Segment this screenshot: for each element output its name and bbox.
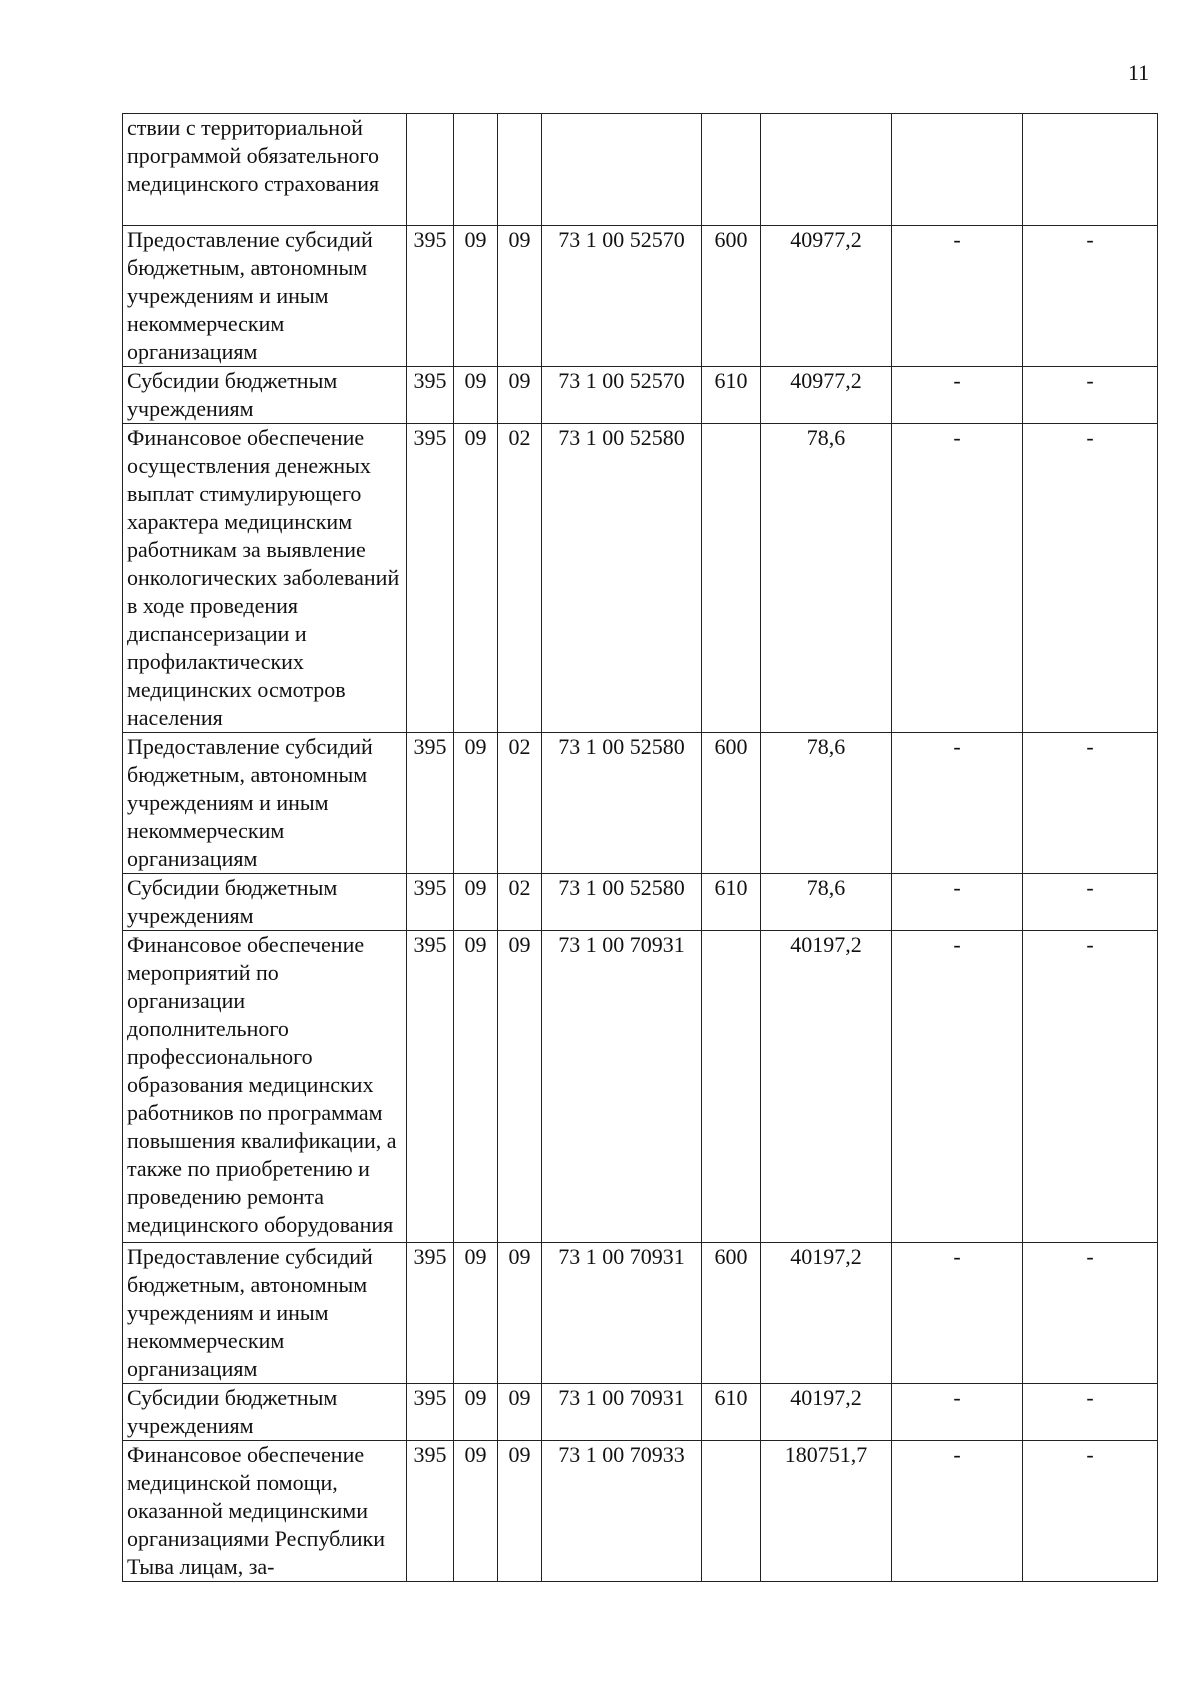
budget-table [122, 113, 1158, 1582]
cell-target-article: 73 1 00 52570 [542, 367, 702, 424]
cell-expense-type: 610 [702, 1384, 761, 1441]
cell-amount-current [761, 114, 892, 226]
cell-amount-current: 180751,7 [761, 1441, 892, 1582]
cell-ministry-code: 395 [407, 424, 454, 733]
cell-section-code: 09 [454, 1384, 498, 1441]
cell-name: Финансовое обеспечение мероприятий по организации дополнительного профессионального образования медицинских работников по программам повышения квалификации, а также по приобретению и проведению ремонта медицинского оборудования [123, 931, 407, 1243]
cell-ministry-code: 395 [407, 931, 454, 1243]
cell-amount-year3: - [1023, 874, 1158, 931]
table-row [123, 874, 1158, 931]
table-row [123, 226, 1158, 367]
cell-expense-type [702, 931, 761, 1243]
cell-ministry-code: 395 [407, 733, 454, 874]
cell-expense-type [702, 114, 761, 226]
cell-name: Финансовое обеспечение медицинской помощи, оказанной медицинскими организациями Республики Тыва лицам, за- [123, 1441, 407, 1582]
cell-amount-year3: - [1023, 1243, 1158, 1384]
cell-name: Субсидии бюджетным учреждениям [123, 1384, 407, 1441]
cell-amount-year2: - [892, 733, 1023, 874]
cell-expense-type: 600 [702, 1243, 761, 1384]
cell-subsection-code: 09 [498, 1384, 542, 1441]
cell-target-article [542, 114, 702, 226]
table-row [123, 733, 1158, 874]
cell-amount-current: 40197,2 [761, 931, 892, 1243]
cell-amount-current: 40977,2 [761, 367, 892, 424]
cell-subsection-code: 09 [498, 1243, 542, 1384]
cell-ministry-code: 395 [407, 1243, 454, 1384]
cell-ministry-code [407, 114, 454, 226]
cell-amount-current: 40197,2 [761, 1384, 892, 1441]
table-row [123, 114, 1158, 226]
cell-amount-year3: - [1023, 1384, 1158, 1441]
cell-target-article: 73 1 00 52570 [542, 226, 702, 367]
cell-section-code: 09 [454, 931, 498, 1243]
cell-section-code: 09 [454, 226, 498, 367]
cell-section-code: 09 [454, 1441, 498, 1582]
table-row [123, 1243, 1158, 1384]
cell-expense-type: 600 [702, 733, 761, 874]
cell-target-article: 73 1 00 70933 [542, 1441, 702, 1582]
cell-amount-year2: - [892, 424, 1023, 733]
cell-target-article: 73 1 00 70931 [542, 1243, 702, 1384]
cell-expense-type: 610 [702, 874, 761, 931]
table-row [123, 1384, 1158, 1441]
cell-amount-current: 78,6 [761, 874, 892, 931]
table-body [123, 114, 1158, 1582]
cell-section-code [454, 114, 498, 226]
cell-ministry-code: 395 [407, 226, 454, 367]
cell-expense-type: 600 [702, 226, 761, 367]
cell-amount-year2: - [892, 1243, 1023, 1384]
cell-amount-current: 78,6 [761, 424, 892, 733]
cell-amount-year3: - [1023, 226, 1158, 367]
cell-ministry-code: 395 [407, 367, 454, 424]
cell-amount-current: 78,6 [761, 733, 892, 874]
cell-amount-year3 [1023, 114, 1158, 226]
cell-target-article: 73 1 00 52580 [542, 733, 702, 874]
cell-ministry-code: 395 [407, 1384, 454, 1441]
cell-amount-year3: - [1023, 931, 1158, 1243]
cell-amount-year2: - [892, 226, 1023, 367]
cell-subsection-code: 09 [498, 226, 542, 367]
cell-expense-type [702, 1441, 761, 1582]
cell-name: Предоставление субсидий бюджетным, автономным учреждениям и иным некоммерческим организациям [123, 733, 407, 874]
table-row [123, 367, 1158, 424]
cell-amount-year3: - [1023, 424, 1158, 733]
cell-expense-type: 610 [702, 367, 761, 424]
cell-amount-year2 [892, 114, 1023, 226]
cell-section-code: 09 [454, 367, 498, 424]
cell-amount-current: 40197,2 [761, 1243, 892, 1384]
cell-section-code: 09 [454, 424, 498, 733]
cell-amount-year3: - [1023, 1441, 1158, 1582]
cell-subsection-code: 02 [498, 874, 542, 931]
cell-amount-year3: - [1023, 733, 1158, 874]
cell-expense-type [702, 424, 761, 733]
cell-name: Субсидии бюджетным учреждениям [123, 367, 407, 424]
cell-subsection-code: 02 [498, 733, 542, 874]
cell-amount-year2: - [892, 874, 1023, 931]
cell-name: Предоставление субсидий бюджетным, автономным учреждениям и иным некоммерческим организациям [123, 226, 407, 367]
table-row [123, 1441, 1158, 1582]
cell-subsection-code: 09 [498, 1441, 542, 1582]
cell-section-code: 09 [454, 733, 498, 874]
cell-target-article: 73 1 00 52580 [542, 874, 702, 931]
cell-amount-year2: - [892, 931, 1023, 1243]
cell-name: Субсидии бюджетным учреждениям [123, 874, 407, 931]
cell-section-code: 09 [454, 874, 498, 931]
cell-subsection-code [498, 114, 542, 226]
cell-target-article: 73 1 00 70931 [542, 1384, 702, 1441]
cell-ministry-code: 395 [407, 874, 454, 931]
cell-target-article: 73 1 00 52580 [542, 424, 702, 733]
cell-amount-current: 40977,2 [761, 226, 892, 367]
cell-amount-year2: - [892, 1441, 1023, 1582]
cell-section-code: 09 [454, 1243, 498, 1384]
table-row [123, 931, 1158, 1243]
cell-subsection-code: 09 [498, 931, 542, 1243]
cell-name: Финансовое обеспечение осуществления денежных выплат стимулирующего характера медицинским работникам за выявление онкологических заболеваний в ходе проведения диспансеризации и профилактических медицинских осмотров населения [123, 424, 407, 733]
page-number: 11 [1128, 60, 1150, 85]
cell-subsection-code: 02 [498, 424, 542, 733]
cell-amount-year3: - [1023, 367, 1158, 424]
table-row [123, 424, 1158, 733]
cell-name: ствии с территориальной программой обязательного медицинского страхования [123, 114, 407, 226]
cell-amount-year2: - [892, 367, 1023, 424]
cell-amount-year2: - [892, 1384, 1023, 1441]
cell-name: Предоставление субсидий бюджетным, автономным учреждениям и иным некоммерческим организациям [123, 1243, 407, 1384]
cell-ministry-code: 395 [407, 1441, 454, 1582]
cell-subsection-code: 09 [498, 367, 542, 424]
cell-target-article: 73 1 00 70931 [542, 931, 702, 1243]
